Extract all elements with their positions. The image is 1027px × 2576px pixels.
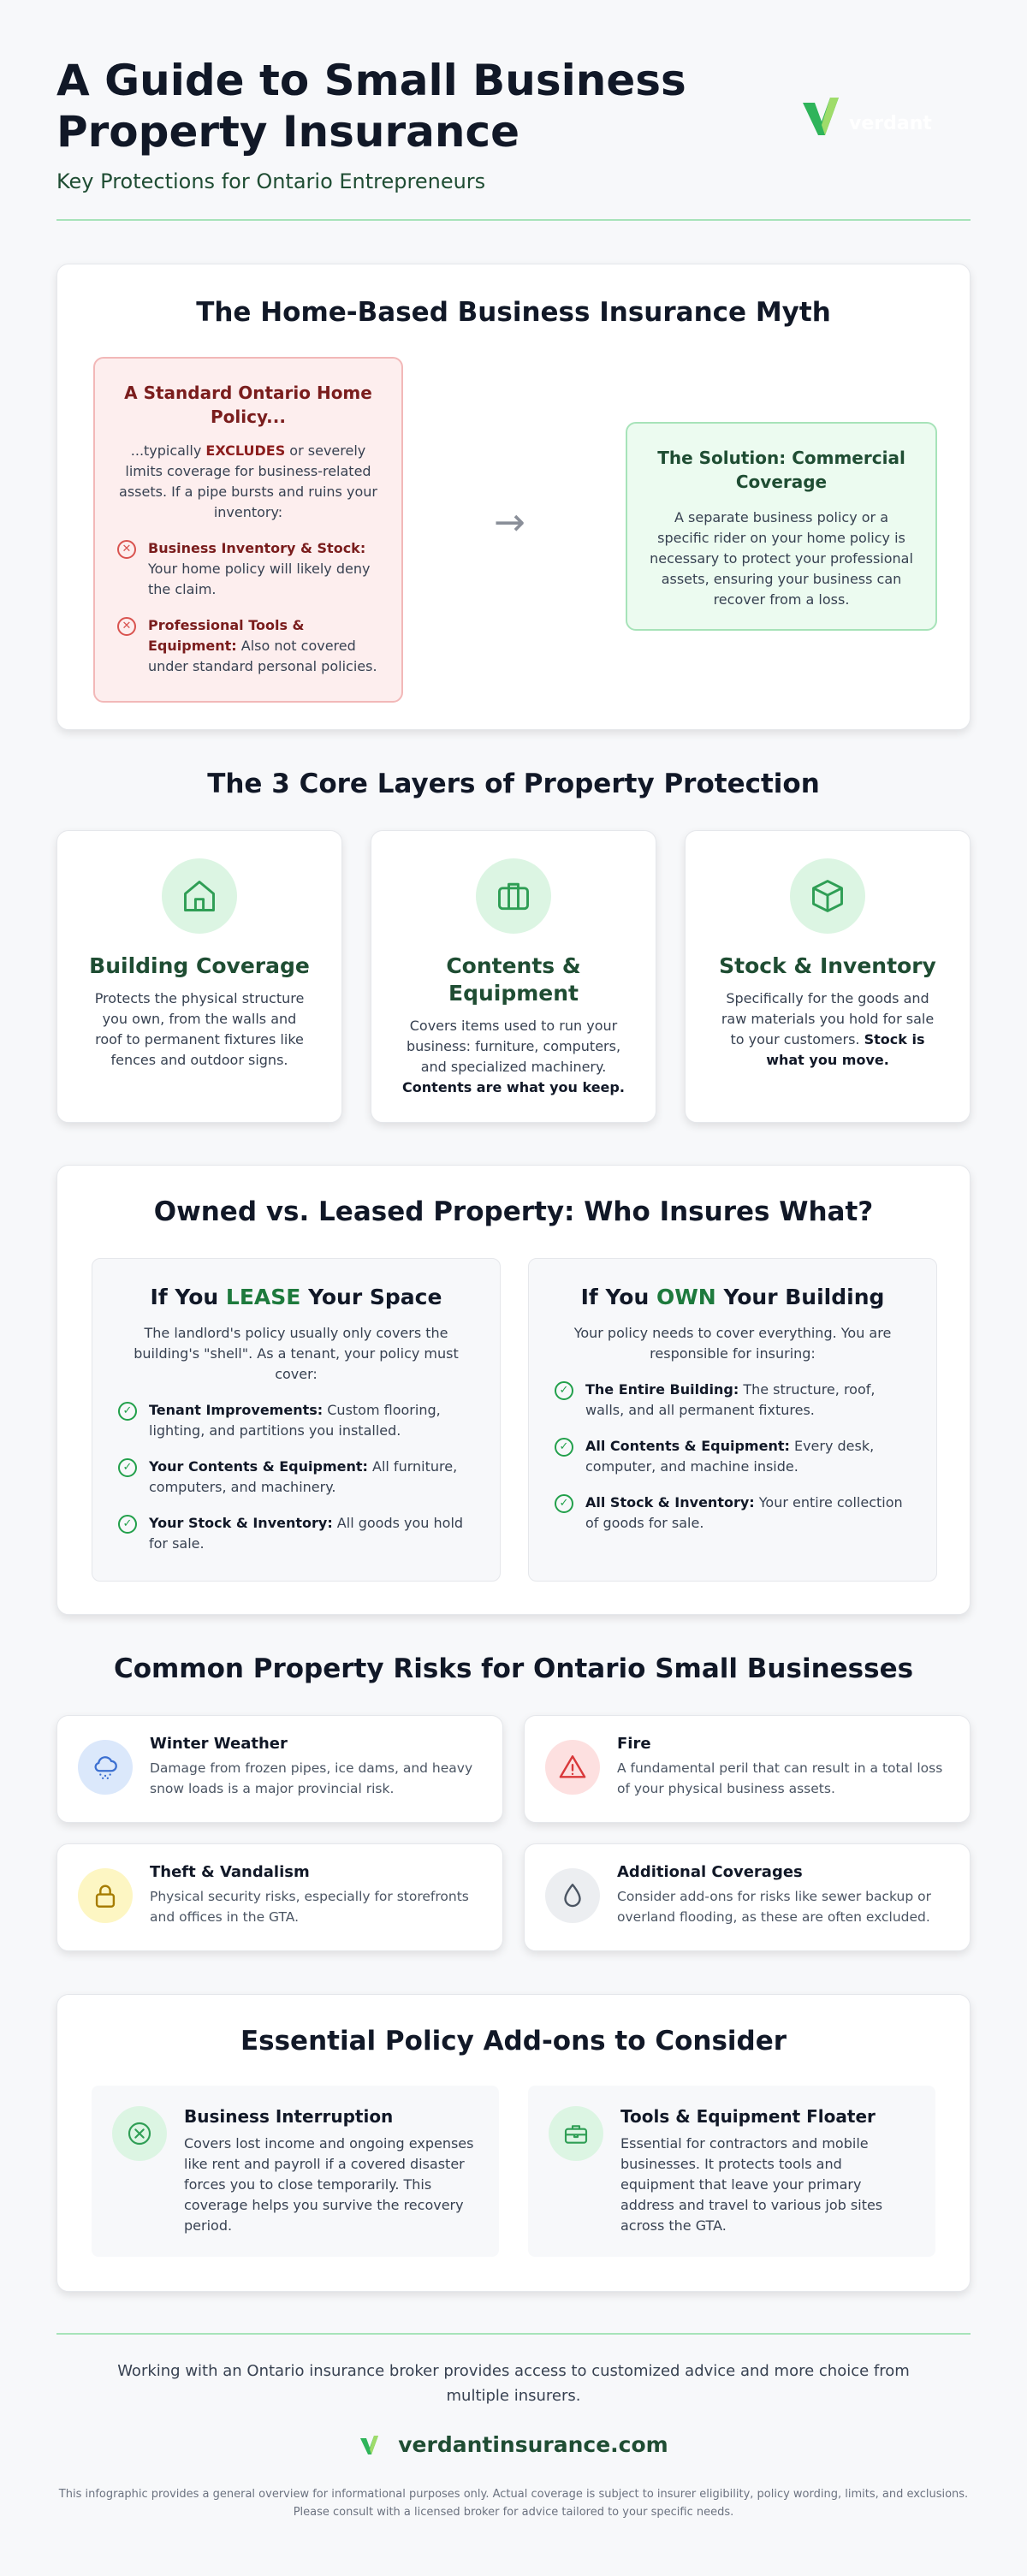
layer-text [57, 988, 341, 1071]
addon-business-interruption [92, 2086, 499, 2257]
problem-item [117, 538, 379, 600]
footer-brand-row [359, 2432, 668, 2457]
lease-heading-before: If You [150, 1285, 226, 1309]
layer-description: Specifically for the goods and raw materials you hold for sale to your customers. [721, 990, 935, 1048]
check-circle-icon: ✓ [555, 1494, 573, 1513]
circle-x-icon [112, 2106, 167, 2161]
check-circle-icon: ✓ [555, 1381, 573, 1400]
layer-card-stock [685, 830, 971, 1123]
lease-item-label: Your Stock & Inventory: [149, 1515, 333, 1531]
problem-heading: A Standard Ontario Home Policy... [124, 383, 372, 427]
check-circle-icon: ✓ [118, 1458, 137, 1477]
risk-card-fire [524, 1715, 971, 1823]
problem-intro-after: or severely limits coverage for business-related assets. If a pipe bursts and ruins your inventory: [119, 442, 377, 520]
arrow-right-icon: → [494, 501, 525, 544]
own-column [528, 1258, 937, 1582]
v-leaf-icon [359, 2433, 383, 2457]
layer-emphasis: Stock is what you move. [766, 1031, 925, 1068]
risk-text: Damage from frozen pipes, ice dams, and heavy snow loads is a major provincial risk. [150, 1760, 473, 1796]
lease-item-text: All furniture, computers, and machinery. [149, 1458, 458, 1495]
brand-logo [799, 92, 932, 140]
problem-item [117, 615, 379, 677]
lock-icon [78, 1868, 133, 1923]
risk-title: Theft & Vandalism [150, 1863, 310, 1881]
own-item-text: Every desk, computer, and machine inside. [585, 1438, 875, 1475]
home-policy-problem-card [93, 357, 403, 703]
problem-item-text: Also not covered under standard personal policies. [148, 638, 377, 674]
footer-divider [56, 2333, 971, 2335]
risk-title: Winter Weather [150, 1735, 288, 1753]
problem-item-text: Your home policy will likely deny the claim. [148, 561, 371, 597]
check-circle-icon: ✓ [118, 1515, 137, 1534]
problem-intro-before: ...typically [130, 442, 206, 459]
header [56, 0, 971, 223]
check-circle-icon: ✓ [118, 1402, 137, 1421]
toolbox-icon [549, 2106, 603, 2161]
layer-text [371, 1016, 656, 1098]
lease-heading [118, 1285, 474, 1309]
problem-item-label: Professional Tools & Equipment: [148, 617, 305, 654]
disclaimer: This infographic provides a general overview for informational purposes only. Actual coverage is subject to insurer eligibility, policy wording, limits, and exclusions. Please consult with a licensed broker for advice tailored to your specific needs. [58, 2488, 969, 2519]
own-item [555, 1380, 911, 1421]
risk-card-additional [524, 1843, 971, 1951]
owned-title: Owned vs. Leased Property: Who Insures What? [153, 1196, 874, 1227]
risk-card-theft [56, 1843, 503, 1951]
lease-column [92, 1258, 501, 1582]
house-icon [162, 858, 237, 934]
warning-triangle-icon [545, 1740, 600, 1795]
myth-title: The Home-Based Business Insurance Myth [196, 297, 831, 328]
own-intro: Your policy needs to cover everything. You are responsible for insuring: [573, 1325, 892, 1362]
layer-title: Contents & Equipment [446, 953, 581, 1006]
layers-title: The 3 Core Layers of Property Protection [207, 769, 820, 799]
own-heading [555, 1285, 911, 1309]
problem-intro [117, 441, 379, 523]
layer-card-contents [371, 830, 656, 1123]
x-circle-icon: ✕ [117, 617, 136, 636]
risk-text: A fundamental peril that can result in a total loss of your physical business assets. [617, 1760, 943, 1796]
risk-title: Fire [617, 1735, 651, 1753]
own-item-text: The structure, roof, walls, and all permanent fixtures. [585, 1381, 876, 1418]
check-circle-icon: ✓ [555, 1438, 573, 1457]
page-subtitle: Key Protections for Ontario Entrepreneurs [56, 169, 486, 193]
website-link[interactable]: verdantinsurance.com [398, 2432, 668, 2457]
layer-emphasis: Contents are what you keep. [402, 1079, 625, 1095]
addon-text: Essential for contractors and mobile businesses. It protects tools and equipment that leave your primary address and travel to various job sites across the GTA. [620, 2135, 883, 2234]
addons-title: Essential Policy Add-ons to Consider [240, 2026, 787, 2057]
owned-vs-leased-section [56, 1165, 971, 1615]
addon-text: Covers lost income and ongoing expenses like rent and payroll if a covered disaster forces you to close temporarily. This coverage helps you survive the recovery period. [184, 2135, 474, 2234]
layer-description: Protects the physical structure you own, from the walls and roof to permanent fixtures like fences and outdoor signs. [94, 990, 305, 1068]
solution-heading: The Solution: Commercial Coverage [657, 448, 905, 492]
footer-text: Working with an Ontario insurance broker provides access to customized advice and more choice from multiple insurers. [117, 2362, 910, 2405]
lease-item-text: Custom flooring, lighting, and partitions you installed. [149, 1402, 441, 1439]
risk-title: Additional Coverages [617, 1863, 803, 1881]
addon-tools-equipment-floater [528, 2086, 935, 2257]
problem-item-label: Business Inventory & Stock: [148, 540, 366, 556]
footer-brand [0, 2432, 1027, 2460]
layer-description: Covers items used to run your business: furniture, computers, and specialized machinery. [406, 1018, 621, 1075]
lease-item-label: Your Contents & Equipment: [149, 1458, 368, 1475]
risk-text: Consider add-ons for risks like sewer backup or overland flooding, as these are often excluded. [617, 1889, 931, 1925]
lease-item [118, 1513, 474, 1554]
lease-heading-after: Your Space [300, 1285, 442, 1309]
layer-title: Stock & Inventory [719, 953, 936, 978]
lease-item [118, 1400, 474, 1441]
risk-text: Physical security risks, especially for storefronts and offices in the GTA. [150, 1889, 469, 1925]
layer-card-building [56, 830, 342, 1123]
lease-item-label: Tenant Improvements: [149, 1402, 324, 1418]
header-divider [56, 219, 971, 221]
water-drop-icon [545, 1868, 600, 1923]
addons-section [56, 1994, 971, 2292]
own-item [555, 1493, 911, 1534]
page-title: A Guide to Small Business Property Insurance [56, 56, 686, 157]
lease-intro: The landlord's policy usually only covers the building's "shell". As a tenant, your policy must cover: [134, 1325, 459, 1382]
layer-title: Building Coverage [89, 953, 310, 978]
briefcase-icon [476, 858, 551, 934]
addon-title: Tools & Equipment Floater [620, 2106, 876, 2127]
problem-intro-emphasis: EXCLUDES [205, 442, 286, 459]
x-circle-icon: ✕ [117, 540, 136, 559]
own-heading-highlight: OWN [656, 1285, 716, 1309]
own-item-label: All Contents & Equipment: [585, 1438, 790, 1454]
risks-title: Common Property Risks for Ontario Small Businesses [113, 1653, 914, 1684]
box-icon [790, 858, 865, 934]
lease-item [118, 1457, 474, 1498]
risk-card-winter [56, 1715, 503, 1823]
layer-text [686, 988, 970, 1071]
solution-text: A separate business policy or a specific rider on your home policy is necessary to protect your professional assets, ensuring your business can recover from a loss. [650, 509, 913, 608]
lease-heading-highlight: LEASE [225, 1285, 301, 1309]
snow-cloud-icon [78, 1740, 133, 1795]
own-heading-before: If You [580, 1285, 656, 1309]
own-item-label: The Entire Building: [585, 1381, 739, 1398]
own-item [555, 1436, 911, 1477]
own-item-label: All Stock & Inventory: [585, 1494, 755, 1511]
logo-wordmark: verdant [849, 113, 932, 134]
commercial-solution-card [626, 422, 937, 631]
own-heading-after: Your Building [715, 1285, 885, 1309]
addon-title: Business Interruption [184, 2106, 394, 2127]
v-leaf-icon [799, 92, 847, 140]
lease-item-text: All goods you hold for sale. [149, 1515, 464, 1552]
own-item-text: Your entire collection of goods for sale. [585, 1494, 903, 1531]
myth-section [56, 264, 971, 730]
